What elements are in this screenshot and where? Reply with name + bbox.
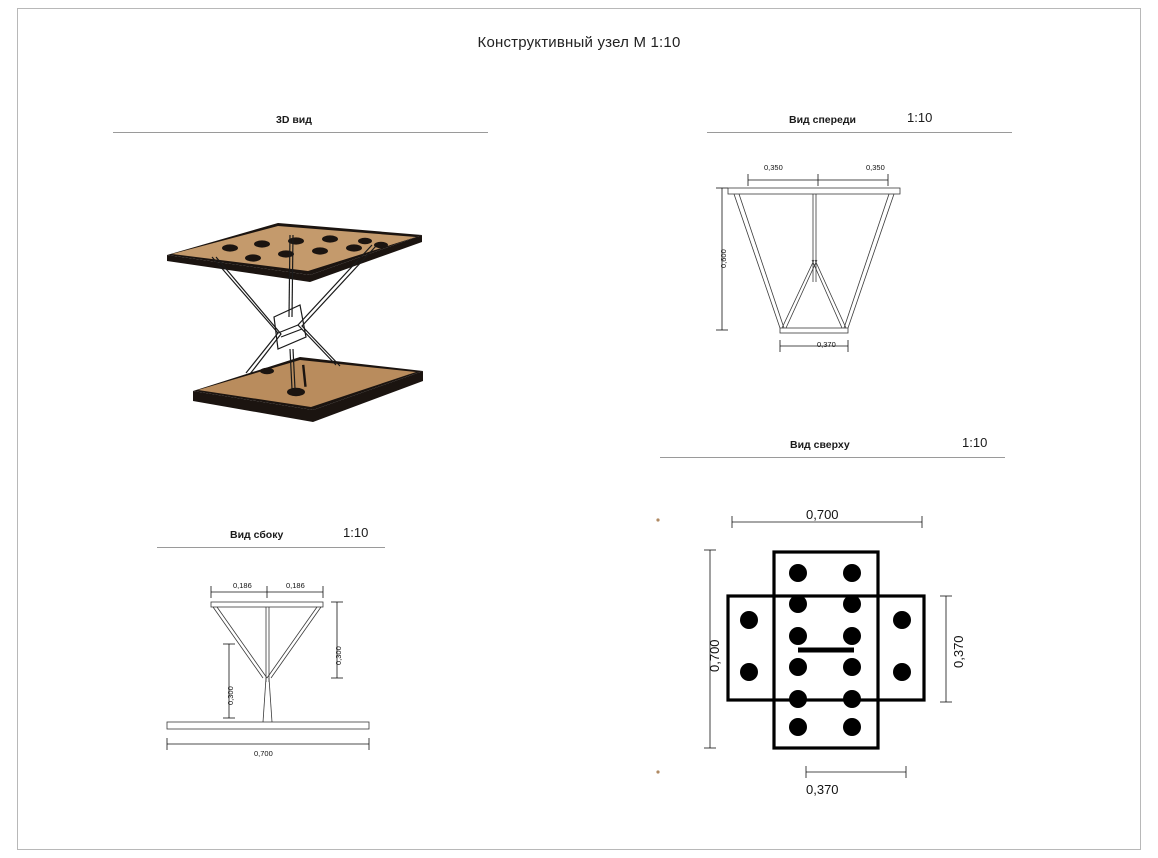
side-dim-height-right: 0,300 — [334, 646, 343, 665]
view-rule-3d — [113, 132, 488, 133]
front-dim-height: 0,600 — [719, 249, 728, 268]
front-dim-bottom: 0,370 — [817, 340, 836, 349]
view-label-front: Вид спереди — [789, 114, 857, 126]
view-scale-side: 1:10 — [343, 525, 369, 540]
side-dim-height-left: 0,300 — [226, 686, 235, 705]
view-rule-front — [707, 132, 1012, 133]
front-view-drawing — [700, 150, 960, 370]
front-dim-top-right: 0,350 — [866, 163, 885, 172]
page-title: Конструктивный узел М 1:10 — [477, 34, 681, 51]
side-dim-top-left: 0,186 — [233, 581, 252, 590]
view-header-side — [157, 525, 385, 549]
view-label-3d: 3D вид — [276, 114, 312, 126]
front-dim-top-left: 0,350 — [764, 163, 783, 172]
view-rule-top — [660, 457, 1005, 458]
top-dim-height-right: 0,370 — [951, 635, 966, 668]
side-view-drawing — [155, 570, 395, 770]
side-dim-bottom: 0,700 — [254, 749, 273, 758]
view-rule-side — [157, 547, 385, 548]
side-dim-top-right: 0,186 — [286, 581, 305, 590]
view-header-top — [660, 435, 1005, 459]
view-label-top: Вид сверху — [790, 439, 850, 451]
top-dim-height-left: 0,700 — [707, 639, 722, 672]
top-view-drawing — [650, 500, 990, 800]
view-header-3d — [113, 114, 488, 136]
view-label-side: Вид сбоку — [230, 529, 284, 541]
view-header-front — [707, 110, 1012, 134]
top-dim-width-bottom: 0,370 — [806, 782, 839, 797]
view-scale-top: 1:10 — [962, 435, 988, 450]
top-dim-width-top: 0,700 — [806, 507, 839, 522]
view-scale-front: 1:10 — [907, 110, 933, 125]
view-3d-drawing — [150, 205, 450, 465]
